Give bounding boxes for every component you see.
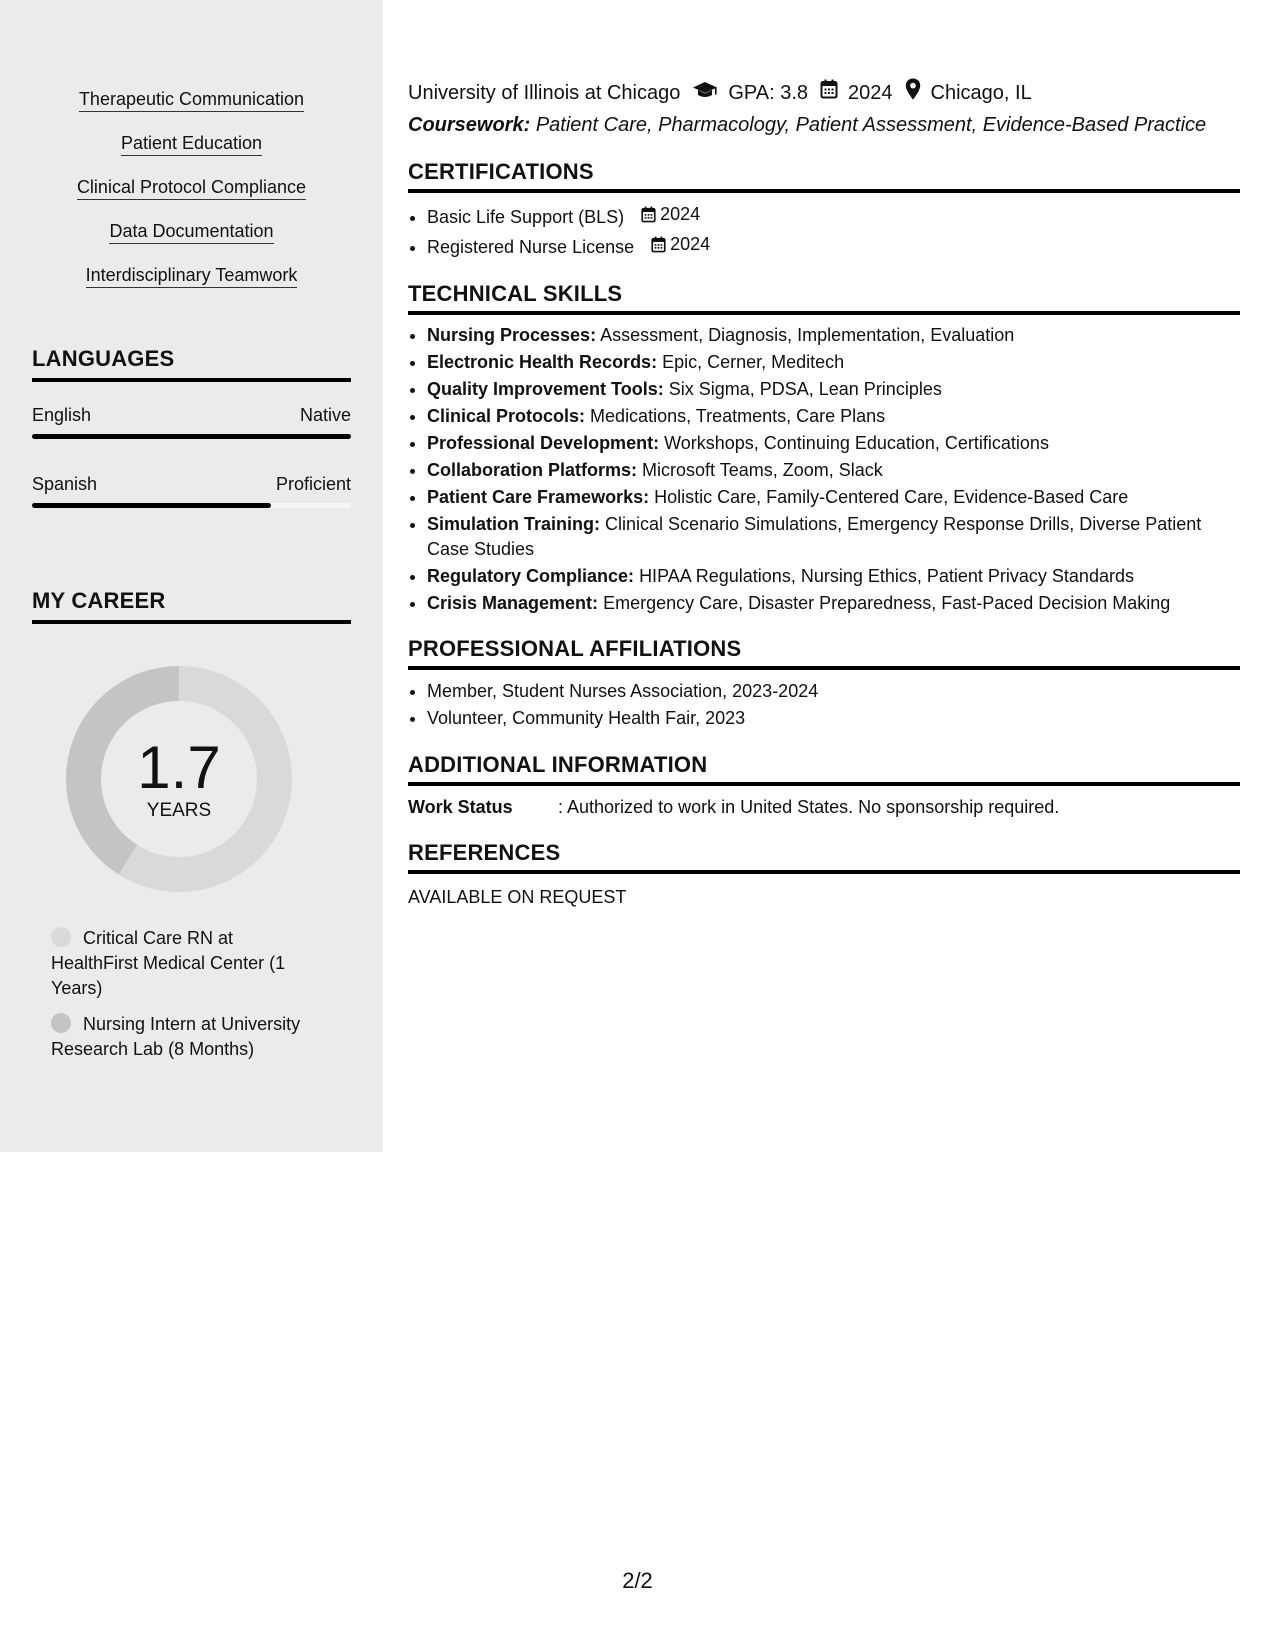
page-number: 2/2: [622, 1568, 653, 1593]
references-heading: REFERENCES: [408, 840, 1240, 874]
school-location: Chicago, IL: [930, 82, 1032, 104]
certification-name: Registered Nurse License: [427, 237, 635, 257]
technical-skill-item: [427, 512, 1240, 562]
graduation-year: 2024: [848, 82, 893, 104]
skill-item: Interdisciplinary Teamwork: [86, 264, 298, 288]
school-name: University of Illinois at Chicago: [408, 82, 681, 104]
affiliation-item: • Member, Student Nurses Association, 2023-2024: [427, 678, 1240, 705]
skill-details: Clinical Scenario Simulations, Emergency Response Drills, Diverse Patient Case Studies: [427, 514, 1202, 559]
skill-item: Clinical Protocol Compliance: [77, 176, 306, 200]
skill-category: Professional Development:: [427, 433, 660, 453]
education-line: [408, 78, 1240, 108]
language-level: Native: [299, 405, 351, 425]
technical-skill-item: [427, 591, 1240, 616]
skill-details: Microsoft Teams, Zoom, Slack: [642, 460, 883, 480]
skill-details: Workshops, Continuing Education, Certifications: [664, 433, 1049, 453]
references-text: AVAILABLE ON REQUEST: [408, 887, 627, 907]
skill-details: HIPAA Regulations, Nursing Ethics, Patient Privacy Standards: [639, 566, 1134, 586]
additional-info-heading: ADDITIONAL INFORMATION: [408, 752, 1240, 786]
language-bar: [32, 503, 351, 508]
skill-details: Epic, Cerner, Meditech: [662, 352, 845, 372]
work-status-row: [408, 794, 1240, 820]
soft-skills-list: [0, 88, 383, 308]
skill-details: Medications, Treatments, Care Plans: [590, 406, 886, 426]
skill-details: Six Sigma, PDSA, Lean Principles: [668, 379, 942, 399]
language-bar-fill: [32, 503, 271, 508]
language-level: Proficient: [275, 474, 351, 494]
work-status-value: : Authorized to work in United States. No sponsorship required.: [558, 797, 1060, 817]
technical-skill-item: [427, 404, 1240, 429]
technical-skill-item: [427, 458, 1240, 483]
gpa: GPA: 3.8: [728, 82, 809, 104]
location-pin-icon: [905, 78, 921, 108]
skill-item: Patient Education: [121, 132, 262, 156]
skill-item: Therapeutic Communication: [79, 88, 304, 112]
language-name: Spanish: [32, 474, 98, 494]
certifications-heading: CERTIFICATIONS: [408, 159, 1240, 193]
certification-year: 2024: [660, 204, 701, 224]
technical-skill-item: [427, 377, 1240, 402]
skill-item: Data Documentation: [109, 220, 273, 244]
career-item-label: Critical Care RN at HealthFirst Medical Center (1 Years): [51, 928, 286, 998]
language-name: English: [32, 405, 92, 425]
skill-details: Assessment, Diagnosis, Implementation, Evaluation: [600, 325, 1015, 345]
skill-details: Holistic Care, Family-Centered Care, Evidence-Based Care: [654, 487, 1129, 507]
calendar-icon: [651, 236, 666, 253]
skill-category: Patient Care Frameworks:: [427, 487, 650, 507]
work-status-label: Work Status: [408, 797, 513, 817]
career-total-value: 1.7: [137, 734, 221, 801]
coursework-line: [408, 111, 1240, 139]
language-bar: [32, 434, 351, 439]
skill-category: Collaboration Platforms:: [427, 460, 638, 480]
technical-skill-item: [427, 431, 1240, 456]
affiliations-heading: PROFESSIONAL AFFILIATIONS: [408, 636, 1240, 670]
certifications-list: [408, 201, 1240, 261]
career-heading: MY CAREER: [32, 588, 351, 624]
technical-skills-list: [408, 323, 1240, 616]
skill-category: Crisis Management:: [427, 593, 599, 613]
legend-dot: [51, 927, 71, 947]
skill-category: Regulatory Compliance:: [427, 566, 635, 586]
certification-item: [427, 201, 1240, 231]
technical-skill-item: [427, 350, 1240, 375]
skill-category: Quality Improvement Tools:: [427, 379, 664, 399]
legend-dot: [51, 1013, 71, 1033]
skill-details: Emergency Care, Disaster Preparedness, Fast-Paced Decision Making: [603, 593, 1171, 613]
certification-item: [427, 231, 1240, 261]
affiliations-list: [408, 678, 1240, 732]
skill-category: Nursing Processes:: [427, 325, 597, 345]
coursework-label: Coursework:: [408, 114, 531, 136]
career-item-label: Nursing Intern at University Research Lab (8 Months): [51, 1014, 301, 1059]
skill-category: Simulation Training:: [427, 514, 601, 534]
skill-category: Electronic Health Records:: [427, 352, 658, 372]
technical-skill-item: [427, 564, 1240, 589]
technical-skills-heading: TECHNICAL SKILLS: [408, 281, 1240, 315]
language-row: [32, 473, 351, 508]
sidebar: [0, 0, 383, 1152]
calendar-icon: [820, 79, 838, 107]
calendar-icon: [641, 206, 656, 223]
language-row: [32, 404, 351, 439]
main-content: [408, 78, 1240, 910]
career-legend-item: [51, 926, 321, 1001]
languages-heading: LANGUAGES: [32, 346, 351, 382]
language-bar-fill: [32, 434, 351, 439]
career-total-unit: YEARS: [146, 800, 212, 821]
affiliation-item: • Volunteer, Community Health Fair, 2023: [427, 705, 1240, 732]
technical-skill-item: [427, 485, 1240, 510]
graduation-cap-icon: [692, 79, 718, 107]
coursework-value: Patient Care, Pharmacology, Patient Assessment, Evidence-Based Practice: [535, 114, 1207, 136]
technical-skill-item: [427, 323, 1240, 348]
skill-category: Clinical Protocols:: [427, 406, 586, 426]
career-legend-item: [51, 1012, 321, 1062]
certification-name: Basic Life Support (BLS): [427, 207, 625, 227]
certification-year: 2024: [670, 234, 711, 254]
